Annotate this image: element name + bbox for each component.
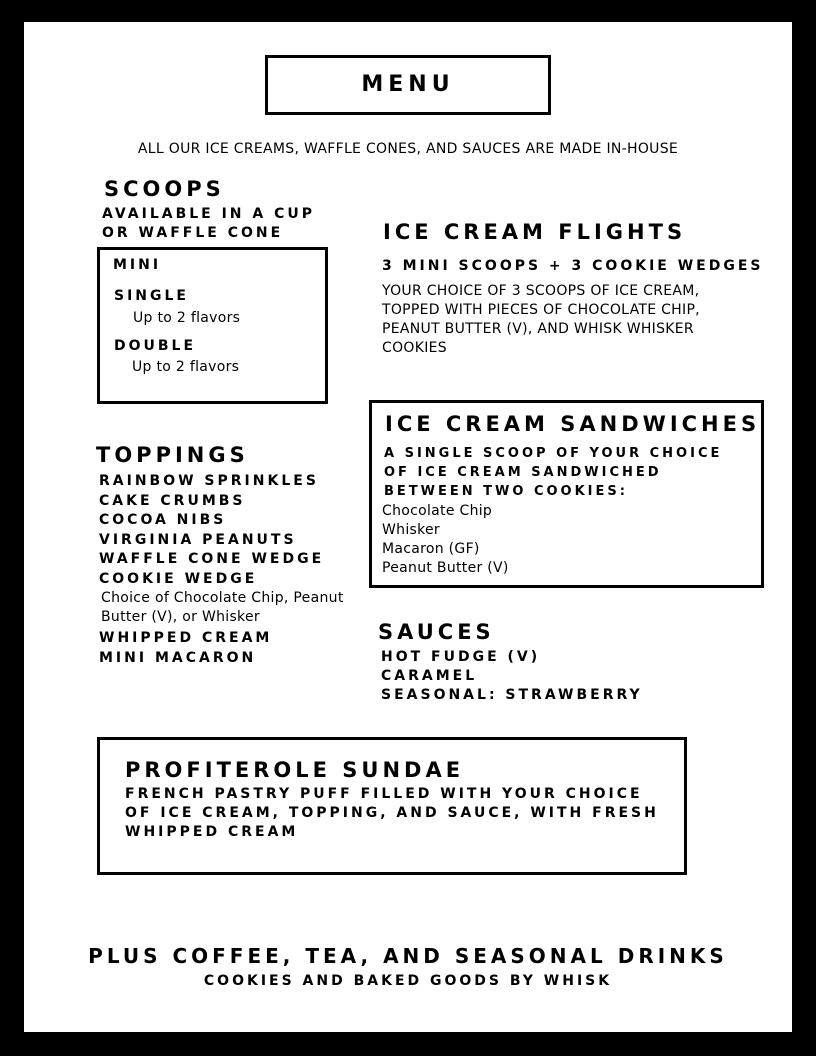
intro-text: ALL OUR ICE CREAMS, WAFFLE CONES, AND SAUCES ARE MADE IN-HOUSE <box>137 141 679 157</box>
topping-item: WAFFLE CONE WEDGE <box>99 551 325 567</box>
toppings-list-after <box>99 628 272 668</box>
topping-item: RAINBOW SPRINKLES <box>99 473 319 489</box>
sauce-item: CARAMEL <box>381 668 478 684</box>
profiterole-description: FRENCH PASTRY PUFF FILLED WITH YOUR CHOICE OF ICE CREAM, TOPPING, AND SAUCE, WITH FRESH WHIPPED CREAM <box>125 786 659 840</box>
topping-item: VIRGINIA PEANUTS <box>99 531 297 548</box>
scoop-single: SINGLE <box>114 288 189 304</box>
sandwich-option: Whisker <box>382 522 440 538</box>
scoops-subtitle-line1: AVAILABLE IN A CUP <box>102 206 316 222</box>
footer-main: PLUS COFFEE, TEA, AND SEASONAL DRINKS <box>88 944 728 968</box>
sauce-item: SEASONAL: STRAWBERRY <box>381 687 643 703</box>
profiterole-title: PROFITEROLE SUNDAE <box>125 758 465 782</box>
sandwich-option: Chocolate Chip <box>382 503 493 519</box>
scoop-double: DOUBLE <box>114 338 197 354</box>
topping-item: COOKIE WEDGE <box>99 570 258 587</box>
topping-item: MINI MACARON <box>99 650 257 666</box>
sandwiches-description: A SINGLE SCOOP OF YOUR CHOICE OF ICE CREAM SANDWICHED BETWEEN TWO COOKIES: <box>384 446 723 499</box>
flights-subtitle: 3 MINI SCOOPS + 3 COOKIE WEDGES <box>382 258 764 274</box>
sandwich-option: Macaron (GF) <box>382 541 480 557</box>
flights-description: YOUR CHOICE OF 3 SCOOPS OF ICE CREAM, TOPPED WITH PIECES OF CHOCOLATE CHIP, PEANUT BUTTER (V), AND WHISK WHISKER COOKIES <box>382 283 700 356</box>
sauce-item: HOT FUDGE (V) <box>381 649 541 665</box>
topping-item: COCOA NIBS <box>99 512 227 528</box>
scoop-single-note: Up to 2 flavors <box>133 310 241 326</box>
scoop-double-note: Up to 2 flavors <box>132 359 240 375</box>
topping-item: WHIPPED CREAM <box>99 630 273 646</box>
sandwich-options <box>382 502 509 578</box>
menu-title: MENU <box>361 72 455 97</box>
scoops-title: SCOOPS <box>104 177 225 201</box>
flights-title: ICE CREAM FLIGHTS <box>383 220 687 244</box>
scoops-subtitle <box>102 205 315 243</box>
topping-item: CAKE CRUMBS <box>99 492 246 509</box>
toppings-list <box>99 472 324 589</box>
scoop-mini: MINI <box>113 257 162 273</box>
sandwich-option: Peanut Butter (V) <box>382 560 509 576</box>
sauces-list <box>381 648 643 705</box>
toppings-title: TOPPINGS <box>96 443 249 467</box>
scoops-subtitle-line2: OR WAFFLE CONE <box>102 225 284 241</box>
menu-page <box>24 22 792 1032</box>
sauces-title: SAUCES <box>378 620 495 644</box>
footer-sub: COOKIES AND BAKED GOODS BY WHISK <box>203 973 613 989</box>
cookie-wedge-note: Choice of Chocolate Chip, Peanut Butter (V), or Whisker <box>101 590 344 625</box>
sandwiches-title: ICE CREAM SANDWICHES <box>385 412 761 436</box>
